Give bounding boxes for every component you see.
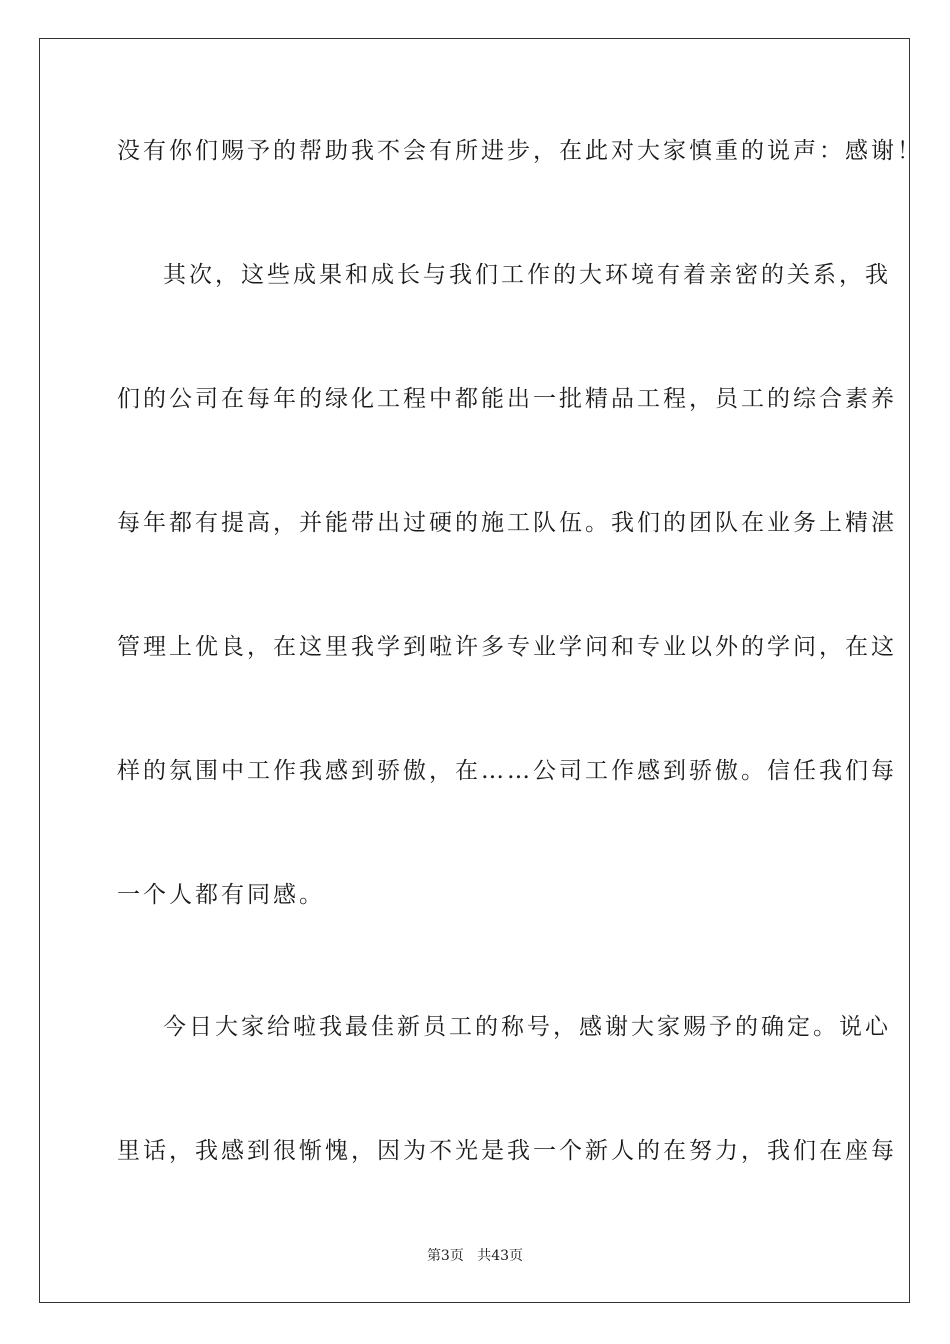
- text-line: 样的氛围中工作我感到骄傲，在……公司工作感到骄傲。信任我们每: [117, 758, 897, 784]
- text-line: 里话，我感到很惭愧，因为不光是我一个新人的在努力，我们在座每: [117, 1138, 897, 1164]
- text-line: 管理上优良，在这里我学到啦许多专业学问和专业以外的学问，在这: [117, 634, 897, 660]
- paragraph-first-line: 今日大家给啦我最佳新员工的称号，感谢大家赐予的确定。说心: [163, 1014, 891, 1040]
- text-line: 一个人都有同感。: [117, 882, 325, 908]
- page-border: [39, 38, 923, 1303]
- page-number: 第3页: [426, 1248, 464, 1264]
- text-line: 每年都有提高，并能带出过硬的施工队伍。我们的团队在业务上精湛: [117, 510, 897, 536]
- total-pages: 共43页: [477, 1248, 524, 1264]
- paragraph-first-line: 其次，这些成果和成长与我们工作的大环境有着亲密的关系，我: [163, 262, 891, 288]
- text-line: 没有你们赐予的帮助我不会有所进步，在此对大家慎重的说声：感谢！: [117, 138, 923, 164]
- text-line: 们的公司在每年的绿化工程中都能出一批精品工程，员工的综合素养: [117, 386, 897, 412]
- page-footer: [0, 1247, 950, 1265]
